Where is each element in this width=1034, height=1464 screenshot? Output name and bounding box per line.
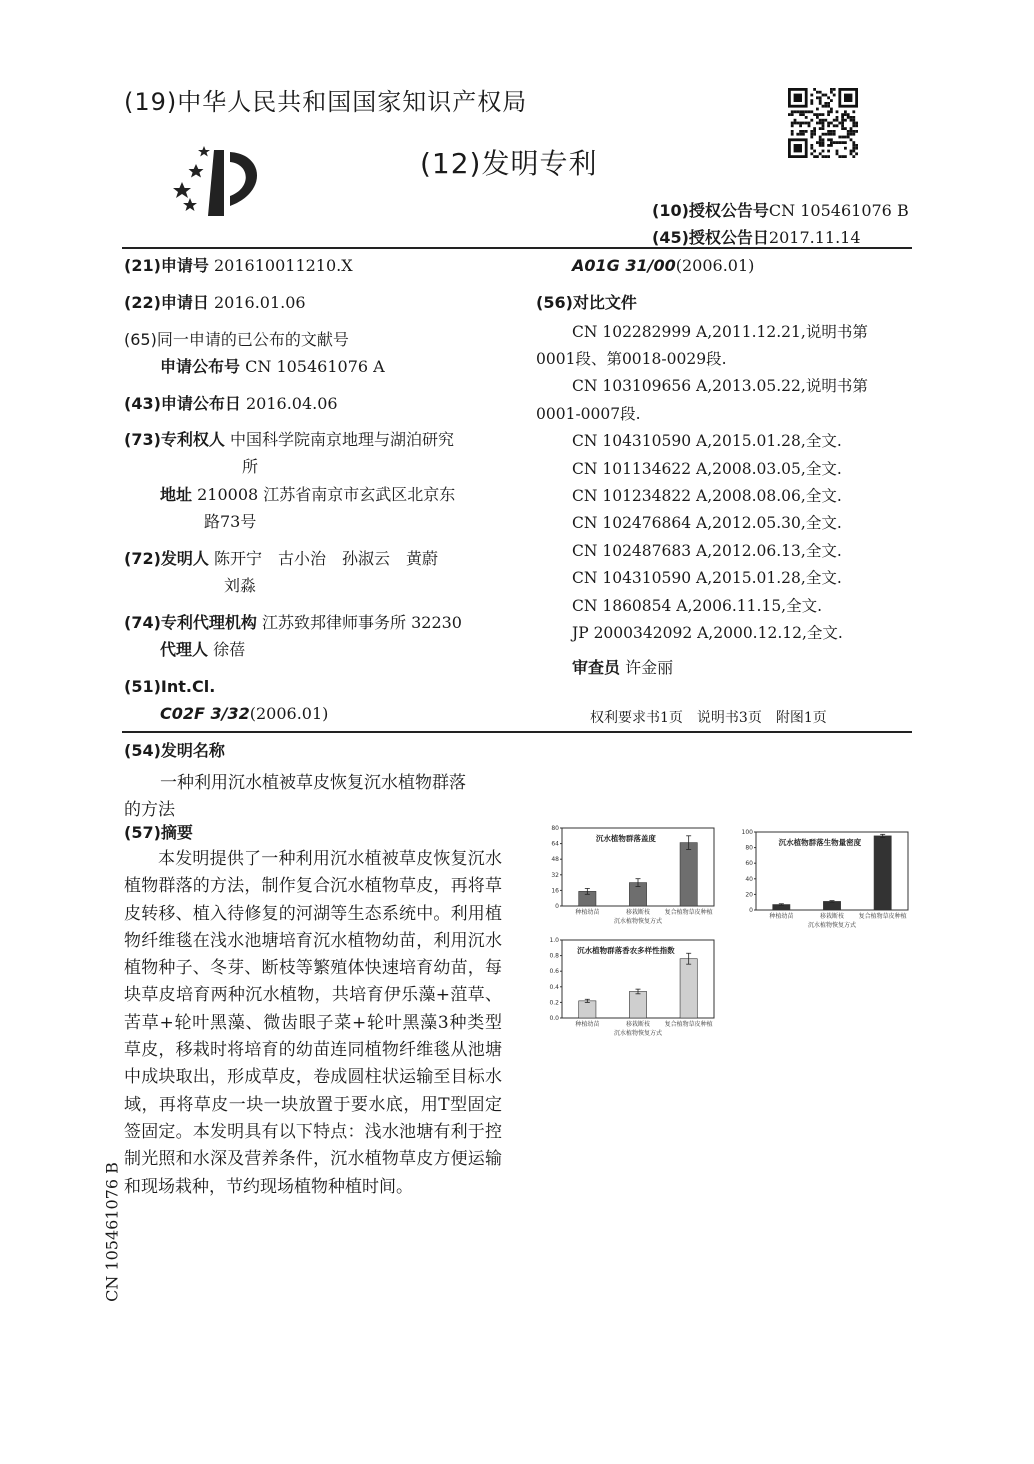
category-label: 种植幼苗	[575, 1021, 600, 1028]
app-no-row	[124, 255, 353, 277]
page-counts: 权利要求书1页 说明书3页 附图1页	[590, 710, 827, 726]
app-pub-no: CN 105461076 A	[245, 357, 385, 376]
app-pub-no-row	[160, 356, 385, 378]
y-tick-label: 0	[555, 903, 559, 910]
cnipa-logo	[168, 142, 272, 226]
same-app-label: (65)同一申请的已公布的文献号	[124, 330, 349, 349]
chart-coverage	[538, 822, 718, 926]
category-label: 复合植物草皮种植	[664, 1021, 713, 1028]
category-label: 移栽断枝	[625, 909, 651, 916]
y-tick-label: 0.6	[549, 968, 559, 976]
title-label: (54)发明名称	[124, 741, 225, 760]
inventors-row	[124, 548, 438, 570]
chart-title: 沉水植物群落盖度	[595, 834, 656, 843]
patentee-row	[124, 429, 454, 451]
chart-diversity	[538, 934, 718, 1038]
y-tick-label: 100	[741, 829, 753, 836]
citation-4: CN 101134622 A,2008.03.05,全文.	[572, 460, 842, 478]
citation-1: CN 102282999 A,2011.12.21,说明书第	[572, 323, 868, 341]
grant-pub-date: 2017.11.14	[768, 228, 861, 247]
qr-code	[788, 88, 858, 162]
y-tick-label: 48	[551, 856, 559, 864]
examiner-label: 审查员	[572, 658, 621, 677]
citation-6: CN 102476864 A,2012.05.30,全文.	[572, 514, 842, 532]
agency: 江苏致邦律师事务所 32230	[262, 613, 462, 632]
citation-2: CN 103109656 A,2013.05.22,说明书第	[572, 377, 868, 395]
abstract-label: (57)摘要	[124, 823, 193, 842]
bar	[629, 991, 646, 1018]
app-no-label: (21)申请号	[124, 256, 209, 275]
intcl-version: (2006.01)	[249, 704, 329, 723]
examiner-row	[572, 657, 673, 679]
bar	[680, 843, 697, 906]
y-tick-label: 0.0	[549, 1015, 559, 1022]
bar	[874, 836, 891, 910]
y-tick-label: 64	[551, 840, 559, 848]
grant-pub-date-label: (45)授权公告日	[652, 228, 769, 247]
bar	[680, 959, 697, 1018]
class-row	[572, 255, 754, 277]
grant-pub-date-row	[652, 225, 861, 248]
citation-2-cont: 0001-0007段.	[536, 405, 641, 423]
issuing-office: (19)中华人民共和国国家知识产权局	[124, 88, 528, 116]
x-axis-label: 沉水植物恢复方式	[613, 1030, 663, 1037]
inventors-label: (72)发明人	[124, 549, 209, 568]
grant-pub-no-row	[652, 198, 909, 221]
app-date: 2016.01.06	[214, 293, 306, 312]
address-label: 地址	[160, 485, 193, 504]
invention-title-line2: 的方法	[124, 800, 175, 820]
y-tick-label: 0	[749, 907, 753, 914]
citation-7: CN 102487683 A,2012.06.13,全文.	[572, 542, 842, 560]
y-tick-label: 80	[551, 825, 559, 832]
y-tick-label: 1.0	[549, 937, 559, 944]
grant-pub-no: CN 105461076 B	[768, 201, 909, 220]
class-version: (2006.01)	[675, 256, 755, 275]
app-no: 201610011210.X	[214, 256, 353, 275]
patentee-label: (73)专利权人	[124, 430, 225, 449]
grant-pub-no-label: (10)授权公告号	[652, 201, 769, 220]
y-tick-label: 80	[745, 844, 753, 852]
app-pub-date: 2016.04.06	[246, 394, 338, 413]
app-date-row	[124, 292, 306, 314]
y-tick-label: 0.4	[549, 983, 559, 991]
y-tick-label: 0.8	[549, 952, 559, 960]
chart-title: 沉水植物群落香农多样性指数	[577, 946, 675, 955]
intcl-row	[160, 703, 328, 725]
chart-title: 沉水植物群落生物量密度	[778, 838, 862, 847]
invention-title-line1: 一种利用沉水植被草皮恢复沉水植物群落	[160, 773, 466, 793]
y-tick-label: 20	[745, 891, 753, 899]
patentee: 中国科学院南京地理与湖泊研究	[230, 430, 455, 449]
citation-1-cont: 0001段、第0018-0029段.	[536, 350, 727, 368]
agency-row	[124, 612, 462, 634]
category-label: 复合植物草皮种植	[664, 909, 713, 916]
document-kind: (12)发明专利	[420, 147, 598, 180]
y-tick-label: 32	[551, 871, 559, 879]
citation-10: JP 2000342092 A,2000.12.12,全文.	[572, 624, 843, 642]
agent-label: 代理人	[160, 640, 209, 659]
y-tick-label: 0.2	[549, 999, 559, 1007]
agent: 徐蓓	[213, 640, 246, 659]
app-pub-date-row	[124, 393, 338, 415]
abstract-text: 本发明提供了一种利用沉水植被草皮恢复沉水植物群落的方法，制作复合沉水植物草皮，再将草皮转移、植入待修复的河湖等生态系统中。利用植物纤维毯在浅水池塘培育沉水植物幼苗，利用沉水植物种子、冬芽、断枝等繁殖体快速培育幼苗，每块草皮培育两种沉水植物，共培育伊乐藻+菹草、苦草+轮叶黑藻、微齿眼子菜+轮叶黑藻3种类型草皮，移栽时将培育的幼苗连同植物纤维毯从池塘中成块取出，形成草皮，卷成圆柱状运输至目标水域，再将草皮一块一块放置于要水底，用T型固定签固定。本发明具有以下特点：浅水池塘有利于控制光照和水深及营养条件，沉水植物草皮方便运输和现场栽种，节约现场植物种植时间。	[124, 849, 502, 1197]
address-cont	[204, 511, 256, 533]
y-tick-label: 16	[551, 887, 559, 895]
category-label: 复合植物草皮种植	[858, 913, 907, 920]
citations-label: (56)对比文件	[536, 293, 637, 312]
inventors-line2: 刘淼	[224, 576, 257, 595]
agent-row	[160, 639, 245, 661]
app-pub-no-label: 申请公布号	[160, 357, 241, 376]
inventors-cont	[224, 575, 256, 597]
examiner: 许金丽	[625, 658, 674, 677]
y-tick-label: 40	[745, 875, 753, 883]
bar	[579, 1001, 596, 1018]
category-label: 移栽断枝	[625, 1021, 651, 1028]
app-date-label: (22)申请日	[124, 293, 209, 312]
header-rule	[122, 247, 912, 249]
y-tick-label: 60	[745, 860, 753, 868]
category-label: 种植幼苗	[769, 913, 794, 920]
middle-rule	[122, 731, 912, 733]
chart-biomass	[732, 826, 912, 930]
patentee-line2: 所	[242, 457, 259, 476]
patentee-cont	[242, 456, 258, 478]
address-row	[160, 484, 455, 506]
category-label: 种植幼苗	[575, 909, 600, 916]
side-document-id: CN 105461076 B	[102, 1162, 122, 1302]
x-axis-label: 沉水植物恢复方式	[807, 922, 857, 929]
agency-label: (74)专利代理机构	[124, 613, 257, 632]
intcl-code: C02F 3/32	[160, 704, 250, 723]
citation-8: CN 104310590 A,2015.01.28,全文.	[572, 569, 842, 587]
address: 210008 江苏省南京市玄武区北京东	[197, 485, 456, 504]
citation-3: CN 104310590 A,2015.01.28,全文.	[572, 432, 842, 450]
citation-5: CN 101234822 A,2008.08.06,全文.	[572, 487, 842, 505]
citation-9: CN 1860854 A,2006.11.15,全文.	[572, 597, 823, 615]
app-pub-date-label: (43)申请公布日	[124, 394, 241, 413]
inventors: 陈开宁 古小治 孙淑云 黄蔚	[214, 549, 439, 568]
address-line2: 路73号	[204, 512, 257, 531]
intcl-label: (51)Int.Cl.	[124, 677, 216, 696]
category-label: 移栽断枝	[819, 913, 845, 920]
class-code: A01G 31/00	[572, 256, 676, 275]
x-axis-label: 沉水植物恢复方式	[613, 918, 663, 925]
bar	[823, 901, 840, 910]
